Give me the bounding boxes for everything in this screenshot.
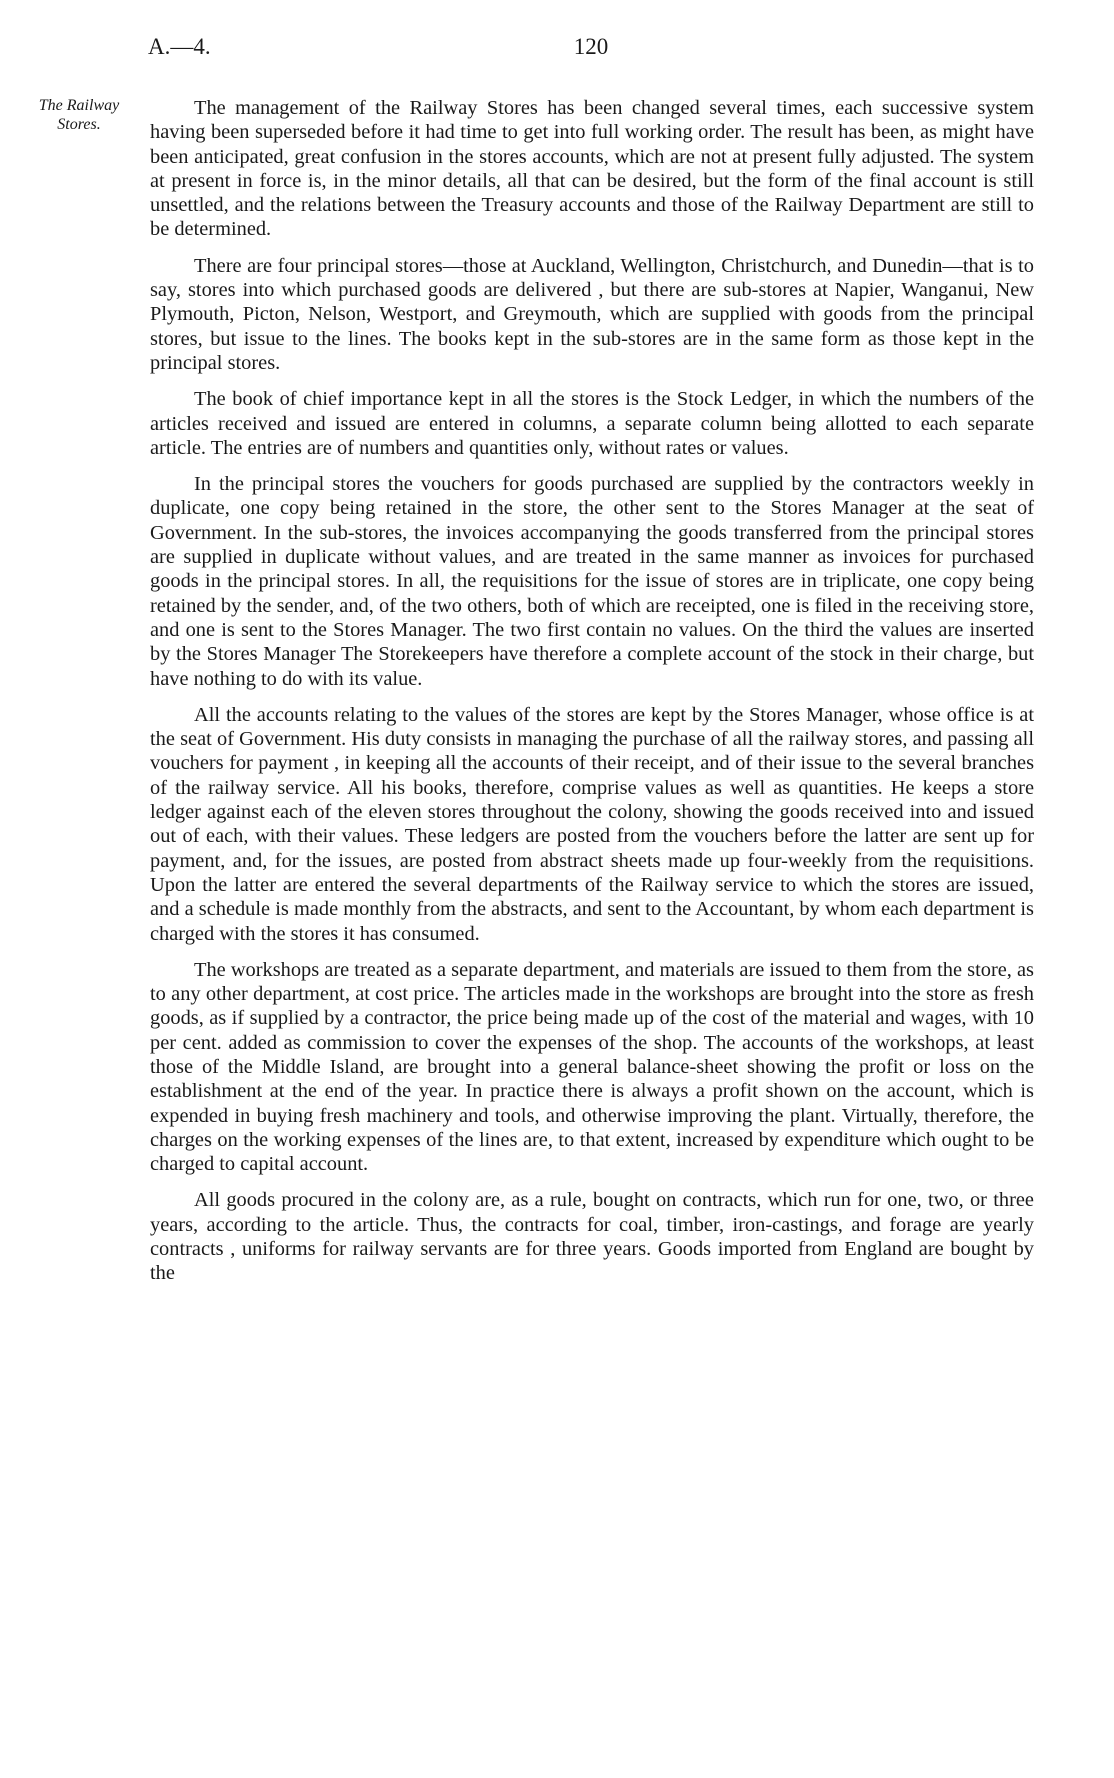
page-number: 120 (573, 34, 609, 59)
paragraph: The book of chief importance kept in all the stores is the Stock Ledger, in which the numbers of the articles received and issued are entered in columns, a separate column being allotted to each separate article. The entries are of numbers and quantities only, without rates or values. (150, 388, 1034, 459)
marginal-note (14, 96, 144, 134)
paragraph: There are four principal stores—those at Auckland, Wellington, Christchurch, and Dunedin—that is to say, stores into which purchased goods are delivered , but there are sub-stores at Napier, Wanganui, New Plymouth, Picton, Nelson, Westport, and Greymouth, which are supplied with goods from the principal stores, but issue to the lines. The books kept in the sub-stores are in the same form as those kept in the principal stores. (150, 254, 1034, 374)
page-header (148, 34, 1034, 68)
marginal-note-line: The Railway (38, 97, 120, 114)
paragraph: All the accounts relating to the values of the stores are kept by the Stores Manager, whose office is at the seat of Government. His duty consists in managing the purchase of all the railway stores, and passing all vouchers for payment , in keeping all the accounts of their receipt, and of their issue to the several branches of the railway service. All his books, therefore, comprise values as well as quantities. He keeps a store ledger against each of the eleven stores throughout the colony, showing the goods received into and issued out of each, with their values. These ledgers are posted from the vouchers before the latter are sent up for payment, and, for the issues, are posted from abstract sheets made up four-weekly from the requisitions. Upon the latter are entered the several departments of the Railway service to which the stores are issued, and a schedule is made monthly from the abstracts, and sent to the Accountant, by whom each department is charged with the stores it has consumed. (150, 703, 1034, 945)
paragraph: The management of the Railway Stores has been changed several times, each successive system having been superseded before it had time to get into full working order. The result has been, as might have been anticipated, great confusion in the stores accounts, which are not at present fully adjusted. The system at present in force is, in the minor details, all that can be desired, but the form of the final account is still unsettled, and the relations between the Treasury accounts and those of the Railway Department are still to be determined. (150, 97, 1034, 241)
paragraph: The workshops are treated as a separate department, and materials are issued to them from the store, as to any other department, at cost price. The articles made in the workshops are brought into the store as fresh goods, as if supplied by a contractor, the price being made up of the cost of the material and wages, with 10 per cent. added as commission to cover the expenses of the shop. The accounts of the workshops, at least those of the Middle Island, are brought into a general balance-sheet showing the profit or loss on the establishment at the end of the year. In practice there is always a profit shown on the account, which is expended in buying fresh machinery and tools, and otherwise improving the plant. Virtually, therefore, the charges on the working expenses of the lines are, to that extent, increased by expenditure which ought to be charged to capital account. (150, 958, 1034, 1176)
marginal-note-line: Stores. (57, 116, 101, 133)
body-text (150, 96, 1034, 1298)
series-reference: A.—4. (148, 34, 211, 59)
paragraph: All goods procured in the colony are, as a rule, bought on contracts, which run for one, two, or three years, according to the article. Thus, the contracts for coal, timber, iron-castings, and forage are yearly contracts , uniforms for railway servants are for three years. Goods imported from England are bought by the (150, 1189, 1034, 1285)
paragraph: In the principal stores the vouchers for goods purchased are supplied by the contractors weekly in duplicate, one copy being retained in the store, the other sent to the Stores Manager at the seat of Government. In the sub-stores, the invoices accompanying the goods transferred from the principal stores are supplied in duplicate without values, and are treated in the same manner as invoices for purchased goods in the principal stores. In all, the requisitions for the issue of stores are in triplicate, one copy being retained by the sender, and, of the two others, both of which are receipted, one is filed in the receiving store, and one is sent to the Stores Manager. The two first contain no values. On the third the values are inserted by the Stores Manager The Storekeepers have therefore a complete account of the stock in their charge, but have nothing to do with its value. (150, 473, 1034, 690)
